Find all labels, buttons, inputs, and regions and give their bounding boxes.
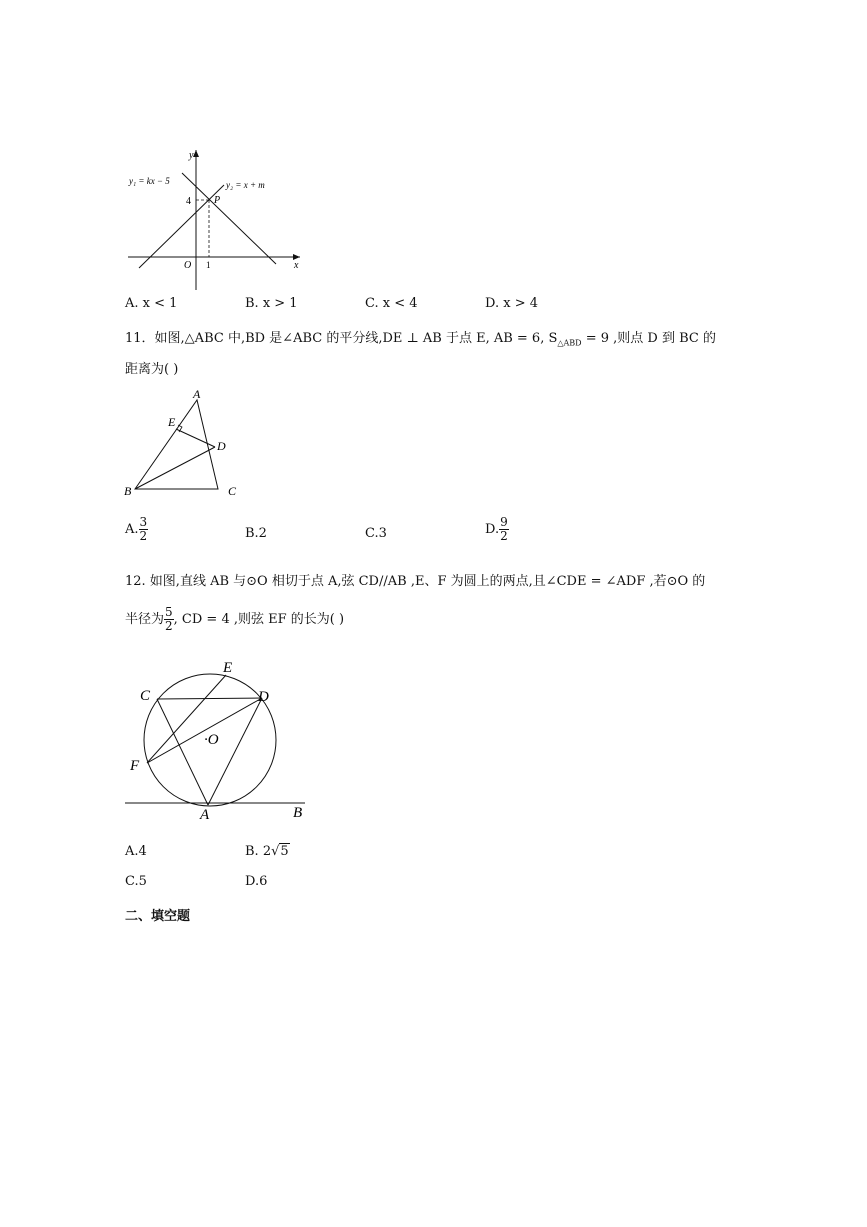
line-y2-label: y₂ = x + m bbox=[226, 180, 265, 190]
q12-option-b-prefix: B. 2 bbox=[245, 844, 272, 859]
line-y1-label: y₁ = kx − 5 bbox=[129, 176, 170, 186]
q11-text1: 如图,△ABC 中,BD 是∠ABC 的平分线,DE ⊥ AB 于点 E, AB = 6, S bbox=[154, 331, 558, 346]
line-y2 bbox=[139, 185, 224, 268]
q11-stem-line2: 距离为( ) bbox=[125, 362, 179, 377]
q12-option-a[interactable]: A.4 bbox=[125, 844, 147, 859]
q11-number: 11． bbox=[125, 331, 155, 346]
q12-option-c[interactable]: C.5 bbox=[125, 874, 147, 889]
q10-option-c[interactable]: C. x < 4 bbox=[365, 296, 418, 311]
circle-tangent-figure bbox=[120, 655, 320, 825]
triangle-abc bbox=[135, 400, 218, 489]
label-c: C bbox=[140, 688, 151, 704]
sqrt-symbol: √5 bbox=[271, 844, 289, 859]
label-b: B bbox=[293, 805, 303, 821]
label-a: A bbox=[193, 387, 201, 401]
q10-option-a[interactable]: A. x < 1 bbox=[125, 296, 178, 311]
fraction-numerator: 5 bbox=[165, 605, 173, 619]
q12-line2-suffix: , CD = 4 ,则弦 EF 的长为( ) bbox=[173, 612, 345, 627]
center-o-label: ·O bbox=[204, 732, 219, 748]
chord-cd bbox=[157, 698, 262, 699]
q12-stem-line2 bbox=[125, 606, 344, 633]
origin-label: O bbox=[184, 260, 192, 271]
q12-option-d[interactable]: D.6 bbox=[245, 874, 268, 889]
y-axis-arrow bbox=[193, 150, 199, 157]
q12-option-b[interactable] bbox=[245, 844, 290, 859]
point-p-label: P bbox=[214, 195, 221, 206]
q12-stem-line1: 12. 如图,直线 AB 与⊙O 相切于点 A,弦 CD//AB ,E、F 为圆上的两点,且∠CDE = ∠ADF ,若⊙O 的 bbox=[125, 574, 706, 589]
label-e: E bbox=[168, 415, 176, 429]
fraction-denominator: 2 bbox=[165, 619, 173, 633]
q11-option-a-prefix: A. bbox=[125, 522, 139, 537]
q11-area-subscript: △ABD bbox=[557, 338, 582, 348]
fraction-numerator: 3 bbox=[139, 515, 148, 529]
q11-option-c[interactable]: C.3 bbox=[365, 526, 387, 541]
q11-option-d-prefix: D. bbox=[485, 522, 500, 537]
q11-option-b[interactable]: B.2 bbox=[245, 526, 267, 541]
x-axis-label: x bbox=[294, 260, 299, 271]
q11-stem-line1 bbox=[125, 327, 716, 348]
tick-x-label: 1 bbox=[206, 260, 211, 270]
fraction-numerator: 9 bbox=[500, 515, 508, 529]
label-c: C bbox=[228, 484, 237, 498]
q11-option-a[interactable] bbox=[125, 516, 148, 543]
label-d: D bbox=[217, 439, 226, 453]
y-axis-label: y bbox=[189, 150, 194, 161]
q12-line2-prefix: 半径为 bbox=[125, 612, 165, 627]
q10-option-d[interactable]: D. x > 4 bbox=[485, 296, 538, 311]
segment-de bbox=[176, 429, 215, 447]
label-b: B bbox=[124, 484, 132, 498]
label-d: D bbox=[258, 689, 269, 705]
label-f: F bbox=[130, 758, 140, 774]
q10-option-b[interactable]: B. x > 1 bbox=[245, 296, 298, 311]
sqrt-radicand: 5 bbox=[280, 844, 289, 859]
segment-df bbox=[147, 698, 262, 763]
fraction-denominator: 2 bbox=[500, 529, 508, 543]
chord-ef bbox=[147, 675, 226, 763]
label-e: E bbox=[223, 660, 233, 676]
q12-radius-fraction bbox=[164, 606, 174, 633]
segment-bd bbox=[135, 447, 215, 489]
fraction-denominator: 2 bbox=[139, 529, 148, 543]
q11-option-d[interactable] bbox=[485, 516, 509, 543]
label-a: A bbox=[200, 807, 210, 823]
q11-option-d-fraction bbox=[499, 516, 509, 543]
linear-functions-graph bbox=[120, 140, 320, 295]
section-heading: 二、填空题 bbox=[125, 909, 191, 924]
segment-ca bbox=[157, 699, 208, 805]
tick-y-label: 4 bbox=[186, 196, 191, 207]
triangle-abc-figure bbox=[120, 385, 250, 500]
q11-text2: = 9 ,则点 D 到 BC 的 bbox=[581, 331, 716, 346]
q11-option-a-fraction bbox=[139, 516, 149, 543]
